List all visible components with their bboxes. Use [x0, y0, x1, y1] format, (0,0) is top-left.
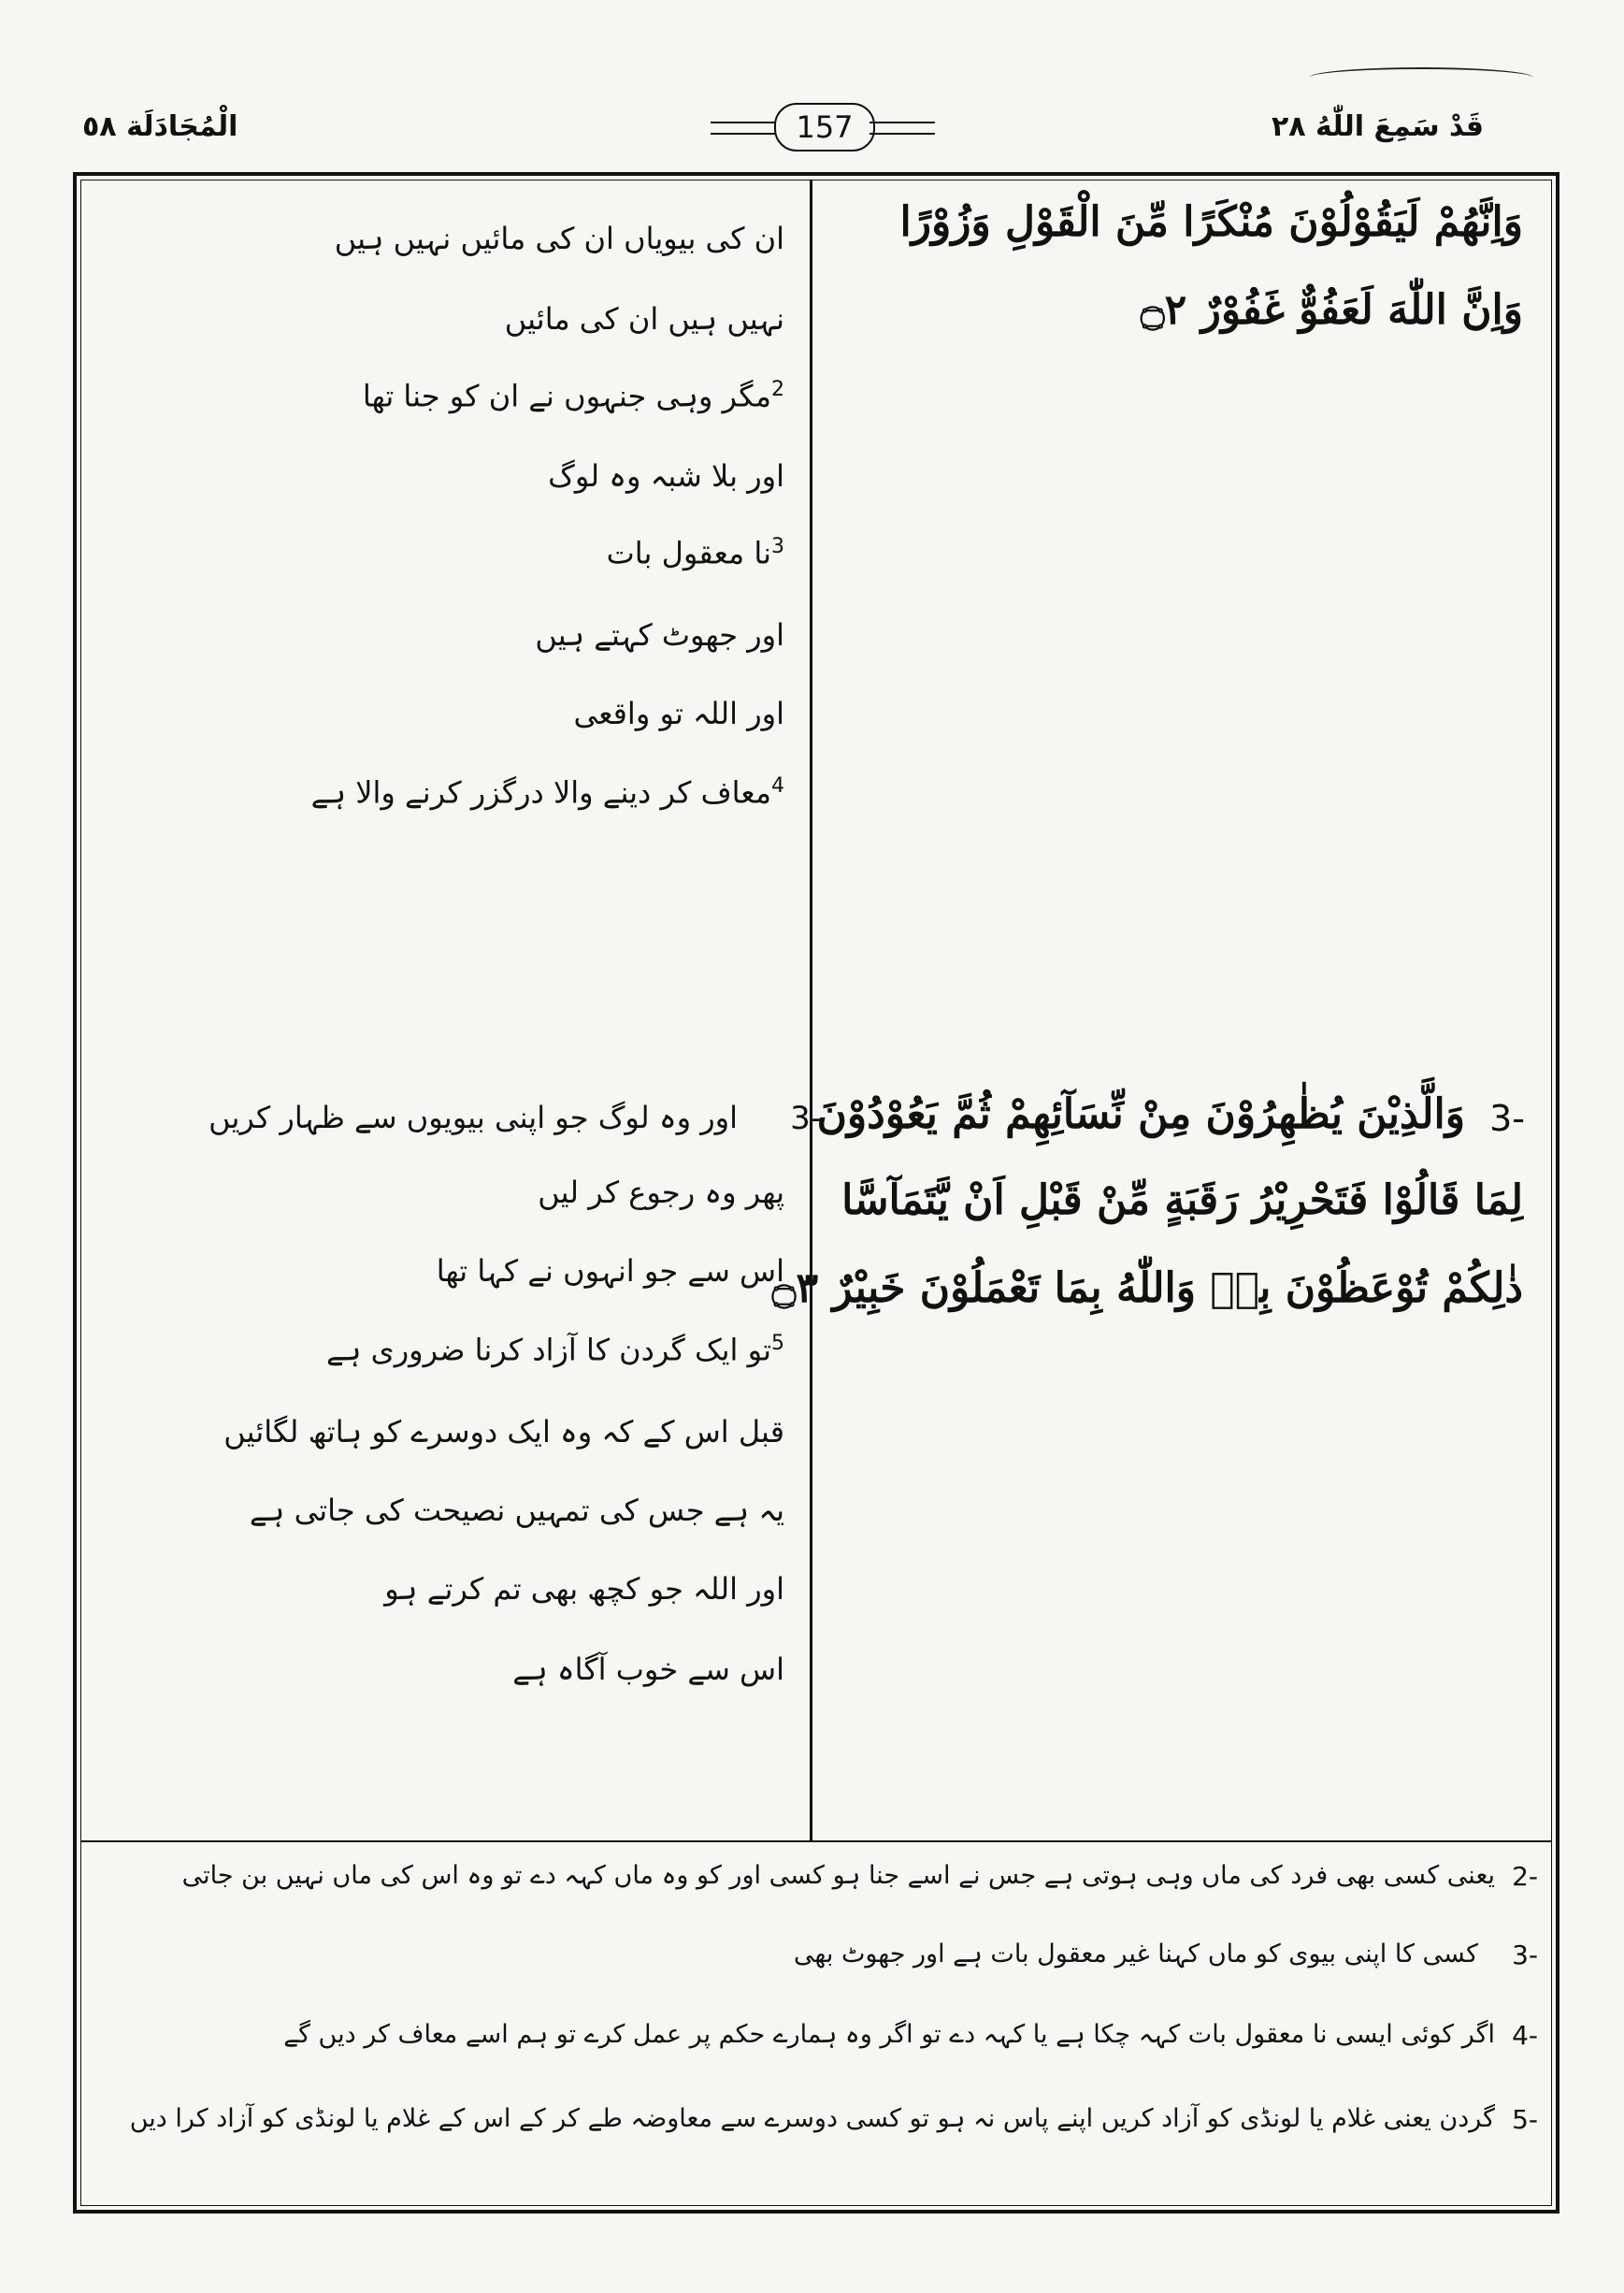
urdu-line: اور جھوٹ کہتے ہیں [535, 617, 784, 653]
arabic-line: وَاِنَّهُمْ لَيَقُوْلُوْنَ مُنْكَرًا مِّنَ الْقَوْلِ وَزُوْرًا [899, 198, 1523, 246]
footnote-number: 4- [1512, 2020, 1538, 2051]
surah-title: الْمُجَادَلَة ٥٨ [82, 110, 238, 143]
footnote-marker: 4 [771, 774, 784, 798]
arabic-verse-number: 3- [1489, 1098, 1525, 1139]
footnote-number: 2- [1512, 1861, 1538, 1892]
decorative-stroke [1309, 67, 1533, 88]
urdu-line: اس سے جو انہوں نے کہا تھا [436, 1253, 784, 1289]
urdu-line: پھر وہ رجوع کر لیں [538, 1175, 784, 1210]
urdu-line: اس سے خوب آگاہ ہے [512, 1651, 784, 1687]
urdu-line: یہ ہے جس کی تمہیں نصیحت کی جاتی ہے [249, 1493, 784, 1528]
footnote-number: 3- [1512, 1940, 1538, 1970]
footnote-text: کسی کا اپنی بیوی کو ماں کہنا غیر معقول بات ہے اور جھوٹ بھی [793, 1940, 1478, 1969]
urdu-line: نہیں ہیں ان کی مائیں [504, 301, 784, 337]
footnote-text: یعنی کسی بھی فرد کی ماں وہی ہوتی ہے جس نے اسے جنا ہو کسی اور کو وہ ماں کہہ دے تو وہ اس کی ماں نہیں بن جاتی [181, 1861, 1495, 1890]
ornament-left-icon [711, 122, 776, 135]
urdu-line: اور وہ لوگ جو اپنی بیویوں سے ظہار کریں [208, 1100, 738, 1135]
page-header [0, 0, 1624, 168]
urdu-line: اور بلا شبہ وہ لوگ [548, 458, 784, 494]
urdu-line: اور اللہ تو واقعی [573, 696, 784, 731]
arabic-line: وَاِنَّ اللّٰهَ لَعَفُوٌّ غَفُوْرٌ ۝٢ [1140, 286, 1523, 334]
urdu-line: ان کی بیویاں ان کی مائیں نہیں ہیں [334, 221, 784, 256]
footnote-marker: 2 [771, 378, 784, 401]
urdu-verse-number: 3- [790, 1100, 822, 1137]
urdu-line: $^2$مگر وہی جنہوں نے ان کو جنا تھا [362, 378, 784, 414]
urdu-line: اور اللہ جو کچھ بھی تم کرتے ہو [384, 1571, 784, 1607]
column-divider [810, 180, 812, 1841]
urdu-line: $^5$تو ایک گردن کا آزاد کرنا ضروری ہے [325, 1332, 784, 1368]
footnote-marker: 3 [771, 535, 784, 558]
urdu-line: $^4$معاف کر دینے والا درگزر کرنے والا ہے [310, 774, 784, 811]
arabic-line: وَالَّذِيْنَ يُظٰهِرُوْنَ مِنْ نِّسَآئِهِمْ ثُمَّ يَعُوْدُوْنَ [816, 1090, 1465, 1138]
page-number: 157 [774, 103, 875, 151]
footnote-text: گردن یعنی غلام یا لونڈی کو آزاد کریں اپنے پاس نہ ہو تو کسی دوسرے سے معاوضہ طے کر کے اس کے غلام یا لونڈی کو آزاد کرا دیں [129, 2104, 1495, 2133]
footnote-divider [80, 1840, 1552, 1842]
arabic-line: ذٰلِكُمْ تُوْعَظُوْنَ بِهٖ وَاللّٰهُ بِمَا تَعْمَلُوْنَ خَبِيْرٌ ۝٣ [771, 1264, 1523, 1312]
ornament-right-icon [869, 122, 935, 135]
footnote-text: اگر کوئی ایسی نا معقول بات کہہ چکا ہے یا کہہ دے تو اگر وہ ہمارے حکم پر عمل کرے تو ہم اسے معاف کر دیں گے [283, 2020, 1495, 2049]
arabic-line: لِمَا قَالُوْا فَتَحْرِيْرُ رَقَبَةٍ مِّنْ قَبْلِ اَنْ يَّتَمَآسَّا [841, 1176, 1523, 1224]
page-number-ornament [711, 101, 935, 153]
juz-title: قَدْ سَمِعَ اللّٰهُ ٢٨ [1271, 110, 1484, 143]
urdu-line: $^3$نا معقول بات [606, 535, 784, 571]
urdu-line: قبل اس کے کہ وہ ایک دوسرے کو ہاتھ لگائیں [223, 1414, 784, 1449]
footnote-marker: 5 [771, 1332, 784, 1355]
footnote-number: 5- [1512, 2104, 1538, 2135]
